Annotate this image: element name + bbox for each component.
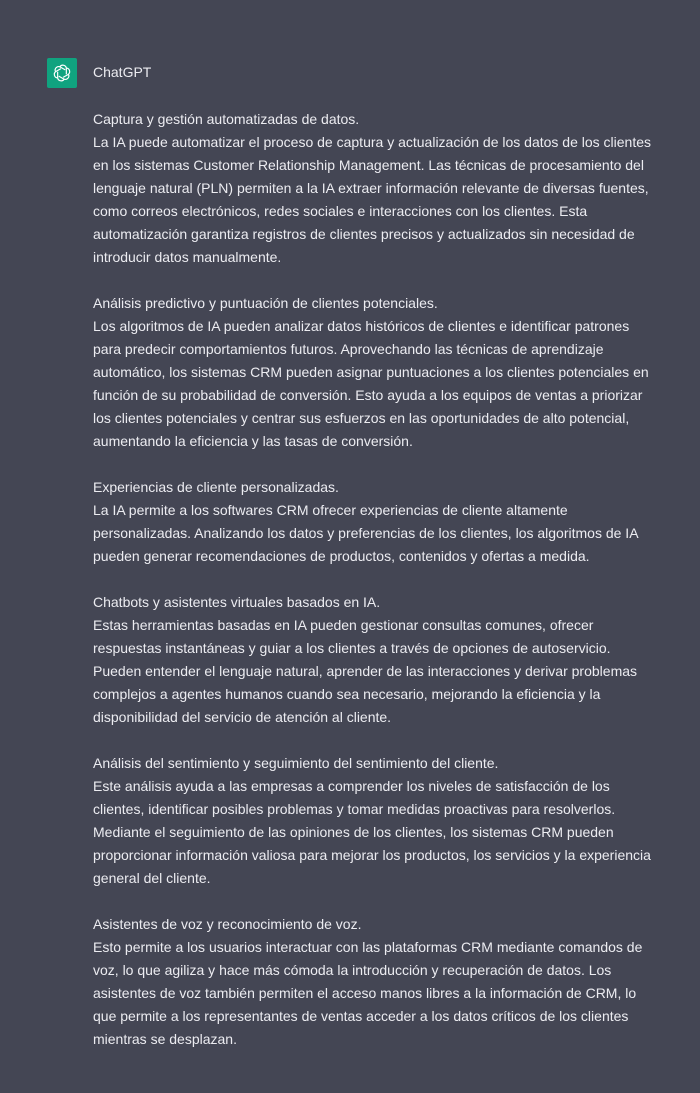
section-voice-assistants	[93, 913, 658, 1051]
section-title: Análisis del sentimiento y seguimiento del sentimiento del cliente.	[93, 755, 499, 771]
openai-logo-icon	[52, 63, 72, 83]
section-body: Esto permite a los usuarios interactuar con las plataformas CRM mediante comandos de voz, lo que agiliza y hace más cómoda la introducción y recuperación de datos. Los asistentes de voz también permiten el acceso manos libres a la información de CRM, lo que permite a los representantes de ventas acceder a los datos críticos de los clientes mientras se desplazan.	[93, 939, 643, 1047]
section-sentiment-analysis	[93, 752, 658, 890]
section-body: Los algoritmos de IA pueden analizar datos históricos de clientes e identificar patrones para predecir comportamientos futuros. Aprovechando las técnicas de aprendizaje automático, los sistemas CRM pueden asignar puntuaciones a los clientes potenciales en función de su probabilidad de conversión. Esto ayuda a los equipos de ventas a priorizar los clientes potenciales y centrar sus esfuerzos en las oportunidades de alto potencial, aumentando la eficiencia y las tasas de conversión.	[93, 318, 649, 449]
section-body: Este análisis ayuda a las empresas a comprender los niveles de satisfacción de los clientes, identificar posibles problemas y tomar medidas proactivas para resolverlos. Mediante el seguimiento de las opiniones de los clientes, los sistemas CRM pueden proporcionar información valiosa para mejorar los productos, los servicios y la experiencia general del cliente.	[93, 778, 651, 886]
section-chatbots	[93, 591, 658, 729]
assistant-avatar	[47, 58, 77, 88]
section-body: La IA permite a los softwares CRM ofrecer experiencias de cliente altamente personalizadas. Analizando los datos y preferencias de los clientes, los algoritmos de IA pueden generar recomendaciones de productos, contenidos y ofertas a medida.	[93, 502, 638, 564]
section-body: La IA puede automatizar el proceso de captura y actualización de los datos de los clientes en los sistemas Customer Relationship Management. Las técnicas de procesamiento del lenguaje natural (PLN) permiten a la IA extraer información relevante de diversas fuentes, como correos electrónicos, redes sociales e interacciones con los clientes. Esta automatización garantiza registros de clientes precisos y actualizados sin necesidad de introducir datos manualmente.	[93, 134, 652, 265]
section-predictive-analysis	[93, 292, 658, 453]
message-author: ChatGPT	[93, 64, 152, 80]
section-title: Captura y gestión automatizadas de datos.	[93, 111, 360, 127]
section-title: Análisis predictivo y puntuación de clientes potenciales.	[93, 295, 438, 311]
section-body: Estas herramientas basadas en IA pueden gestionar consultas comunes, ofrecer respuestas instantáneas y guiar a los clientes a través de opciones de autoservicio. Pueden entender el lenguaje natural, aprender de las interacciones y derivar problemas complejos a agentes humanos cuando sea necesario, mejorando la eficiencia y la disponibilidad del servicio de atención al cliente.	[93, 617, 638, 725]
section-title: Asistentes de voz y reconocimiento de voz.	[93, 916, 362, 932]
section-title: Chatbots y asistentes virtuales basados en IA.	[93, 594, 381, 610]
message-content	[93, 108, 658, 1074]
section-title: Experiencias de cliente personalizadas.	[93, 479, 339, 495]
section-personalized-experiences	[93, 476, 658, 568]
section-data-capture	[93, 108, 658, 269]
